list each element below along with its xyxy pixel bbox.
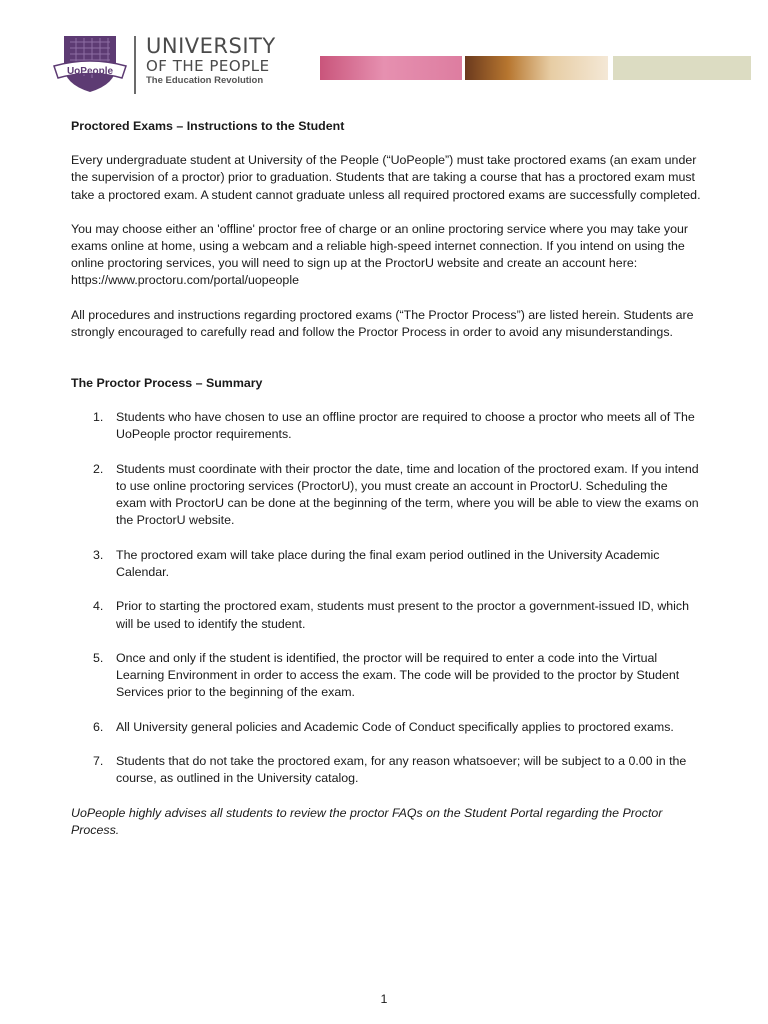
university-wordmark <box>146 36 276 87</box>
proctor-steps-list <box>71 409 701 787</box>
list-item-text: The proctored exam will take place during the final exam period outlined in the University Academic Calendar. <box>116 547 660 580</box>
header-banner-image-1 <box>320 56 462 80</box>
list-item-text: Once and only if the student is identified, the proctor will be required to enter a code into the Virtual Learning Environment in order to access the exam. The code will be provided to the proctor by Student Services prior to the beginning of the exam. <box>116 651 680 700</box>
list-item-text: Students that do not take the proctored exam, for any reason whatsoever; will be subject to a 0.00 in the course, as outlined in the University catalog. <box>116 754 687 786</box>
header-banner-image-2 <box>465 56 608 80</box>
list-item <box>71 650 701 702</box>
page-number: 1 <box>380 992 388 1006</box>
list-item-number: 6. <box>93 719 104 734</box>
section-title: The Proctor Process – Summary <box>71 376 263 391</box>
header-banner-image-3 <box>613 56 751 80</box>
list-item-number: 1. <box>93 410 104 425</box>
list-item-number: 2. <box>93 461 104 476</box>
list-item <box>71 753 701 787</box>
university-name-line2: OF THE PEOPLE <box>146 57 270 75</box>
list-item <box>71 547 701 581</box>
list-item-text: Prior to starting the proctored exam, students must present to the proctor a government-issued ID, which will be used to identify the student. <box>116 599 689 631</box>
logo-badge-text: UoPeople <box>66 66 114 77</box>
list-item-number: 4. <box>93 599 104 614</box>
logo-divider <box>134 36 136 94</box>
list-item-text: All University general policies and Academic Code of Conduct specifically applies to proctored exams. <box>116 719 674 734</box>
paragraph-procedures: All procedures and instructions regarding proctored exams (“The Proctor Process”) are listed herein. Students are strongly encouraged to carefully read and follow the Proctor Process in order to avoid any misunderstandings. <box>71 307 694 339</box>
list-item-number: 7. <box>93 754 104 769</box>
document-body <box>71 118 701 839</box>
page-header <box>0 0 768 110</box>
list-item <box>71 461 701 530</box>
document-title: Proctored Exams – Instructions to the Student <box>71 119 345 133</box>
list-item-number: 3. <box>93 547 104 562</box>
uopeople-shield-logo <box>52 32 128 94</box>
list-item <box>71 719 701 736</box>
list-item <box>71 598 701 632</box>
closing-note: UoPeople highly advises all students to review the proctor FAQs on the Student Portal regarding the Proctor Process. <box>71 805 663 837</box>
list-item-text: Students must coordinate with their proctor the date, time and location of the proctored exam. If you intend to use online proctoring services (ProctorU), you must create an account in ProctorU. Scheduling the exam with ProctorU can be done at the beginning of the term, where you will be able to view the exams on the ProctorU website. <box>116 461 699 528</box>
university-tagline: The Education Revolution <box>146 75 264 86</box>
paragraph-proctor-options: You may choose either an 'offline' proctor free of charge or an online proctoring service where you may take your exams online at home, using a webcam and a reliable high-speed internet connection. If you intend on using the online proctoring services, you will need to sign up at the ProctorU website and create an account here: https://www.proctoru.com/portal/uopeople <box>71 221 689 288</box>
list-item <box>71 409 701 443</box>
list-item-text: Students who have chosen to use an offline proctor are required to choose a proctor who meets all of The UoPeople proctor requirements. <box>116 410 695 442</box>
university-name-line1: UNIVERSITY <box>146 34 276 58</box>
list-item-number: 5. <box>93 651 104 666</box>
paragraph-intro: Every undergraduate student at University of the People (“UoPeople”) must take proctored exams (an exam under the supervision of a proctor) prior to graduation. Students that are taking a course that has a proctored exam must take a proctored exam. A student cannot graduate unless all required proctored exams are successfully completed. <box>71 153 701 202</box>
